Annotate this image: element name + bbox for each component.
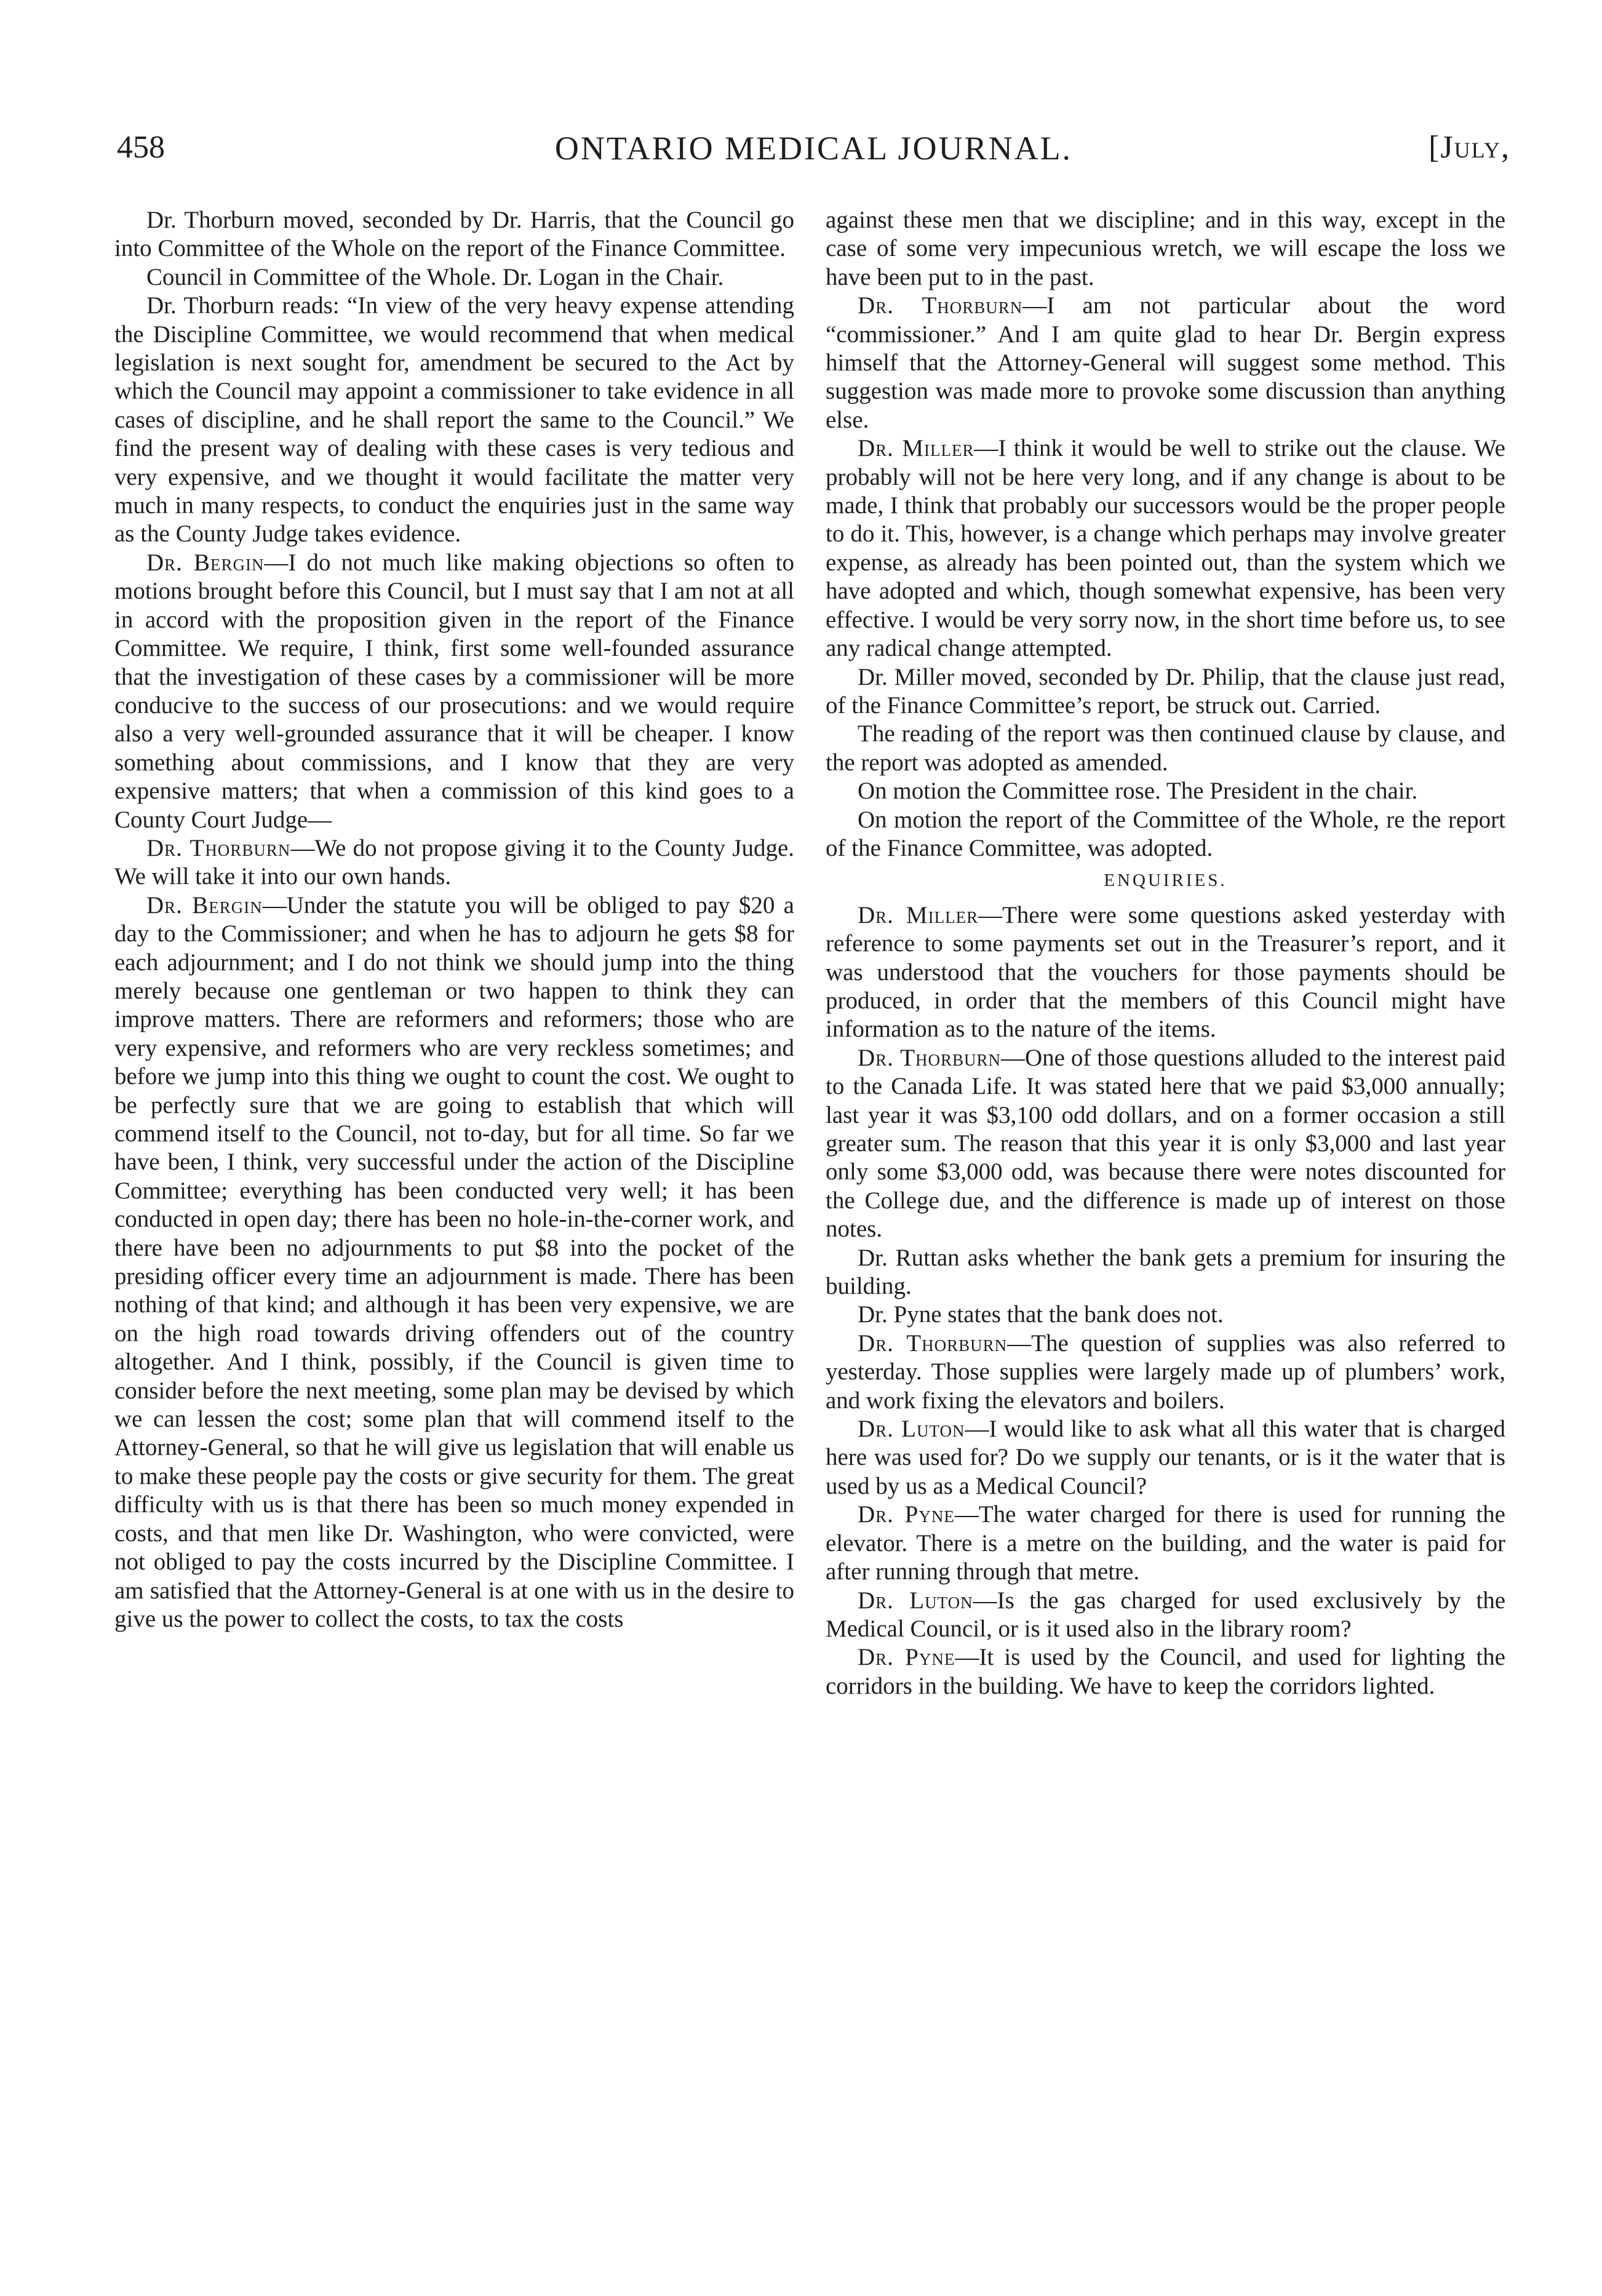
paragraph xyxy=(826,1244,1505,1301)
paragraph-text: On motion the Committee rose. The President in the chair. xyxy=(858,778,1418,805)
paragraph-text: —We do not propose giving it to the County Judge. We will take it into our own hands. xyxy=(114,834,795,890)
page-number: 458 xyxy=(117,130,165,165)
paragraph xyxy=(114,206,794,263)
paragraph-text: —There were some questions asked yesterday with reference to some payments set out in the Treasurer’s report, and it was understood that the vouchers for those payments should be produced, in order that the members of this Council might have information as to the nature of the items. xyxy=(826,901,1505,1043)
right-column-lower xyxy=(826,901,1505,1700)
paragraph-text: —It is used by the Council, and used for lighting the corridors in the building. We have to keep the corridors lighted. xyxy=(826,1644,1505,1699)
speaker-name: Dr. Thorburn xyxy=(858,292,1023,319)
paragraph-text: The reading of the report was then continued clause by clause, and the report was adopted as amended. xyxy=(826,720,1505,776)
paragraph-text: —The question of supplies was also referred to yesterday. Those supplies were largely made up of plumbers’ work, and work fixing the elevators and boilers. xyxy=(826,1329,1505,1414)
paragraph-text: Dr. Pyne states that the bank does not. xyxy=(858,1301,1224,1328)
page-header xyxy=(117,129,1510,172)
paragraph-text: —Under the statute you will be obliged to pay $20 a day to the Commissioner; and when he has to adjourn he gets $8 for each adjournment; and I do not think we should jump into the thing merely because one gentleman or two happen to think they can improve matters. There are reformers and reformers; those who are very expensive, and reformers who are very reckless sometimes; and before we jump into this thing we ought to count the cost. We ought to be perfectly sure that we are going to establish that which will commend itself to the Council, not to-day, but for all time. So far we have been, I think, very successful under the action of the Discipline Committee; everything has been conducted very well; it has been conducted in open day; there has been no hole-in-the-corner work, and there have been no adjournments to put $8 into the pocket of the presiding officer every time an adjournment is made. There has been nothing of that kind; and although it has been very expensive, we are on the high road towards driving offenders out of the country altogether. And I think, possibly, if the Council is given time to consider before the next meeting, some plan may be devised by which we can lessen the cost; some plan that will commend itself to the Attorney-General, so that he will give us legislation that will enable us to make these people pay the costs or give security for them. The great difficulty with us is that there has been so much money expended in costs, and that men like Dr. Washington, who were convicted, were not obliged to pay the costs incurred by the Discipline Committee. I am satisfied that the Attorney-General is at one with us in the desire to give us the power to collect the costs, to tax the costs xyxy=(114,891,794,1632)
paragraph xyxy=(114,834,794,891)
paragraph xyxy=(826,1044,1505,1244)
paragraph xyxy=(114,263,794,292)
speaker-name: Dr. Thorburn xyxy=(858,1329,1008,1357)
paragraph xyxy=(826,292,1505,434)
paragraph-text: On motion the report of the Committee of the Whole, re the report of the Finance Committee, was adopted. xyxy=(826,806,1505,861)
right-column-upper xyxy=(826,206,1505,863)
left-column xyxy=(114,206,794,1633)
speaker-name: Dr. Miller xyxy=(858,901,979,928)
paragraph-text: Dr. Thorburn reads: “In view of the very heavy expense attending the Discipline Committee, we would recommend that when medical legislation is next sought for, amendment be secured to the Act by which the Council may appoint a commissioner to take evidence in all cases of discipline, and he shall report the same to the Council.” We find the present way of dealing with these cases is very tedious and very expensive, and we thought it would facilitate the matter very much in many respects, to conduct the enquiries just in the same way as the County Judge takes evidence. xyxy=(114,292,794,548)
paragraph-text: against these men that we discipline; and in this way, except in the case of some very impecunious wretch, we will escape the loss we have been put to in the past. xyxy=(826,207,1505,290)
paragraph-text: —I am not particular about the word “commissioner.” And I am quite glad to hear Dr. Bergin express himself that the Attorney-General will suggest some method. This suggestion was made more to provoke some discussion than anything else. xyxy=(826,292,1505,433)
paragraph-text: —I would like to ask what all this water that is charged here was used for? Do we supply our tenants, or is it the water that is used by us as a Medical Council? xyxy=(826,1416,1506,1499)
paragraph xyxy=(826,206,1505,292)
paragraph xyxy=(826,1587,1505,1644)
speaker-name: Dr. Luton xyxy=(858,1416,965,1443)
paragraph-text: Dr. Thorburn moved, seconded by Dr. Harris, that the Council go into Committee of the Whole on the report of the Finance Committee. xyxy=(114,207,794,262)
speaker-name: Dr. Bergin xyxy=(146,891,263,919)
paragraph-text: Dr. Miller moved, seconded by Dr. Philip, that the clause just read, of the Finance Committee’s report, be struck out. Carried. xyxy=(826,663,1505,719)
paragraph xyxy=(826,720,1505,777)
paragraph xyxy=(826,777,1505,805)
speaker-name: Dr. Pyne xyxy=(858,1644,955,1671)
paragraph-text: —I think it would be well to strike out the clause. We probably will not be here very long, and if any change is about to be made, I think that probably our successors would be the proper people to do it. This, however, is a change which perhaps may involve greater expense, as already has been pointed out, than the system which we have adopted and which, though somewhat expensive, has been very effective. I would be very sorry now, in the short time before us, to see any radical change attempted. xyxy=(826,435,1505,662)
paragraph xyxy=(826,663,1505,720)
paragraph-text: Dr. Ruttan asks whether the bank gets a premium for insuring the building. xyxy=(826,1244,1505,1300)
paragraph xyxy=(114,292,794,549)
paragraph xyxy=(826,1643,1505,1700)
speaker-name: Dr. Bergin xyxy=(146,549,265,576)
section-heading-enquiries: ENQUIRIES. xyxy=(1104,871,1227,891)
paragraph-text: —One of those questions alluded to the interest paid to the Canada Life. It was stated here that we paid $3,000 annually; last year it was $3,100 odd dollars, and on a former occasion a still greater sum. The reason that this year it is only $3,000 and last year only some $3,000 odd, was because there were notes discounted for the College due, and the difference is made up of interest on those notes. xyxy=(826,1044,1505,1243)
paragraph xyxy=(826,901,1505,1044)
speaker-name: Dr. Thorburn xyxy=(146,834,291,861)
paragraph xyxy=(826,434,1505,663)
paragraph xyxy=(826,1329,1505,1415)
speaker-name: Dr. Miller xyxy=(858,435,974,462)
paragraph xyxy=(114,891,794,1634)
right-column xyxy=(826,206,1505,1700)
paragraph xyxy=(826,1501,1505,1586)
speaker-name: Dr. Pyne xyxy=(858,1501,955,1528)
paragraph-text: —Is the gas charged for used exclusively by the Medical Council, or is it used also in the library room? xyxy=(826,1587,1506,1642)
journal-title: ONTARIO MEDICAL JOURNAL. xyxy=(554,130,1073,167)
paragraph-text: —The water charged for there is used for running the elevator. There is a metre on the building, and the water is paid for after running through that metre. xyxy=(826,1501,1505,1585)
running-head-month: [July, xyxy=(1429,130,1510,165)
paragraph xyxy=(826,806,1505,863)
paragraph xyxy=(114,549,794,834)
paragraph xyxy=(826,1301,1505,1329)
paragraph xyxy=(826,1415,1505,1501)
paragraph-text: Council in Committee of the Whole. Dr. Logan in the Chair. xyxy=(146,263,724,290)
speaker-name: Dr. Luton xyxy=(858,1587,973,1614)
speaker-name: Dr. Thorburn xyxy=(858,1044,1001,1071)
paragraph-text: —I do not much like making objections so often to motions brought before this Council, but I must say that I am not at all in accord with the proposition given in the report of the Finance Committee. We require, I think, first some well-founded assurance that the investigation of these cases by a commissioner will be more conducive to the success of our prosecutions: and we would require also a very well-grounded assurance that it will be cheaper. I know something about commissions, and I know that they are very expensive matters; that when a commission of this kind goes to a County Court Judge— xyxy=(114,549,794,833)
